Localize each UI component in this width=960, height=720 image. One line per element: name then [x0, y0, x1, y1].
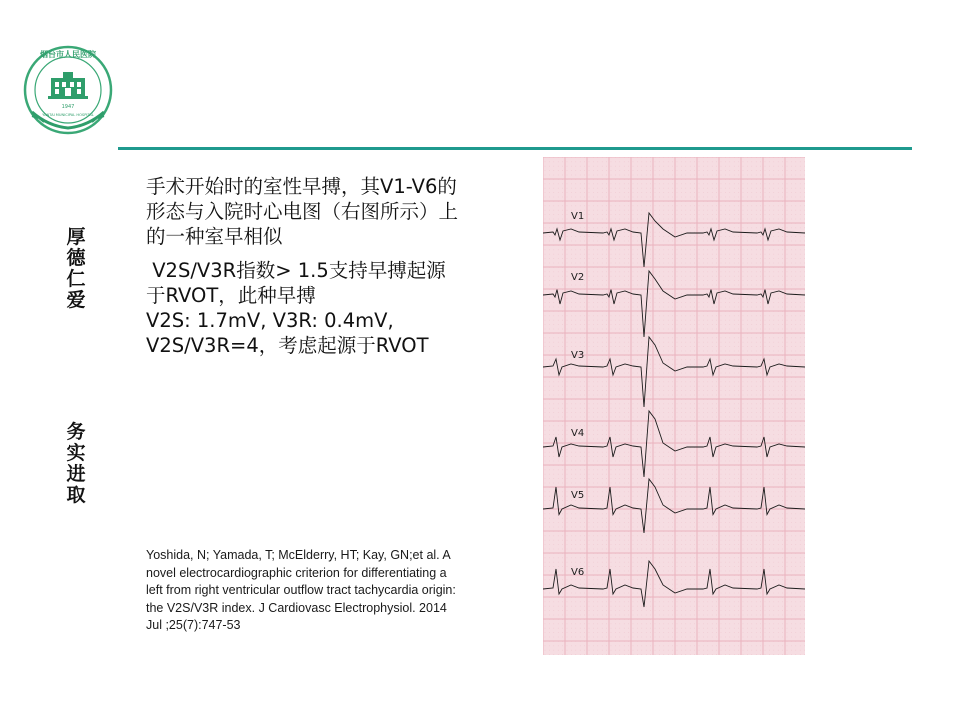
svg-text:YANTAI MUNICIPAL HOSPITAL: YANTAI MUNICIPAL HOSPITAL — [42, 113, 94, 117]
header-divider — [118, 147, 912, 150]
ecg-lead-label: V1 — [571, 211, 585, 222]
body-paragraph-1: 手术开始时的室性早搏，其V1-V6的形态与入院时心电图（右图所示）上的一种室早相似 — [146, 175, 459, 248]
ecg-lead-label: V6 — [571, 567, 585, 578]
motto-char: 务 — [66, 421, 86, 443]
body-line: V2S: 1.7mV, V3R: 0.4mV, V2S/V3R=4，考虑起源于RVOT — [146, 309, 429, 357]
hospital-logo — [18, 42, 118, 142]
motto-left-upper — [64, 227, 88, 311]
reference-citation: Yoshida, N; Yamada, T; McElderry, HT; Kay, GN;et al. A novel electrocardiographic criterion for differentiating a left from right ventricular outflow tract tachycardia origin: the V2S/V3R index. J Cardiovasc Electrophysiol. 2014 Jul ;25(7):747-53 — [146, 548, 456, 632]
ecg-tracing-image — [543, 157, 805, 655]
motto-char: 德 — [66, 247, 86, 269]
ecg-lead-label: V2 — [571, 272, 585, 283]
svg-text:烟台市人民医院: 烟台市人民医院 — [40, 50, 96, 59]
motto-char: 爱 — [66, 289, 86, 311]
body-line: V2S/V3R指数> 1.5支持早搏起源于RVOT，此种早搏 — [146, 259, 446, 307]
motto-char: 厚 — [66, 226, 86, 248]
motto-char: 进 — [66, 463, 86, 485]
motto-char: 取 — [66, 484, 86, 506]
ecg-lead-label: V4 — [571, 428, 585, 439]
motto-left-lower — [64, 422, 88, 506]
svg-text:1947: 1947 — [61, 104, 75, 110]
slide-body — [146, 174, 464, 358]
body-paragraph-2 — [146, 258, 464, 358]
motto-char: 仁 — [66, 268, 86, 290]
motto-char: 实 — [66, 442, 86, 464]
ecg-lead-label: V5 — [571, 490, 585, 501]
ecg-lead-label: V3 — [571, 350, 585, 361]
